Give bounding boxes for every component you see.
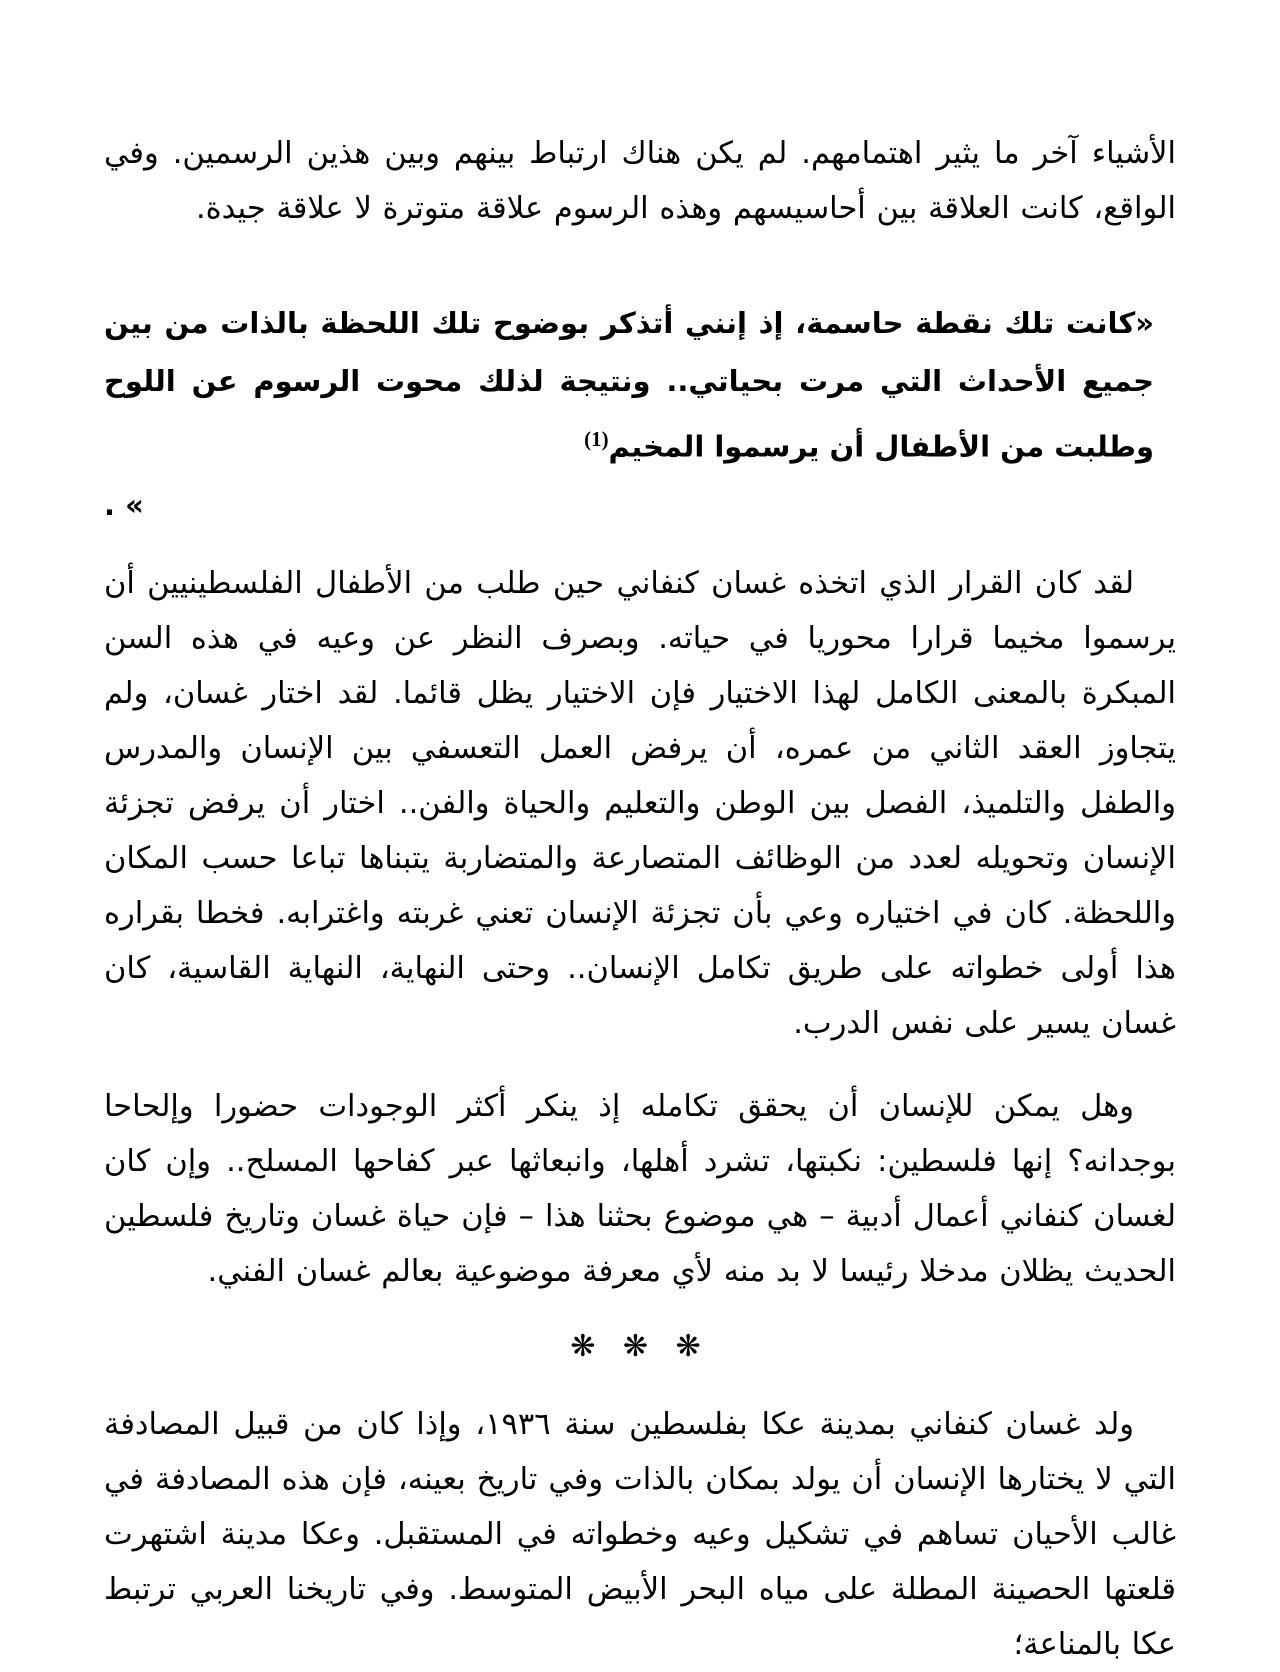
- block-quote: [104, 294, 1176, 534]
- paragraph-two: لقد كان القرار الذي اتخذه غسان كنفاني حين طلب من الأطفال الفلسطينيين أن يرسموا مخيما قرارا محوريا في حياته. وبصرف النظر عن وعيه في هذه السن المبكرة بالمعنى الكامل لهذا الاختيار فإن الاختيار يظل قائما. لقد اختار غسان، ولم يتجاوز العقد الثاني من عمره، أن يرفض العمل التعسفي بين الإنسان والمدرس والطفل والتلميذ، الفصل بين الوطن والتعليم والحياة والفن.. اختار أن يرفض تجزئة الإنسان وتحويله لعدد من الوظائف المتصارعة والمتضاربة يتبناها تباعا حسب المكان واللحظة. كان في اختياره وعي بأن تجزئة الإنسان تعني غربته واغترابه. فخطا بقراره هذا أولى خطواته على طريق تكامل الإنسان.. وحتى النهاية، النهاية القاسية، كان غسان يسير على نفس الدرب.: [104, 565, 1176, 1041]
- section-divider-asterisks: ❋ ❋ ❋: [570, 1328, 710, 1364]
- paragraph-top: الأشياء آخر ما يثير اهتمامهم. لم يكن هناك ارتباط بينهم وبين هذين الرسمين. وفي الواقع، كانت العلاقة بين أحاسيسهم وهذه الرسوم علاقة متوترة لا علاقة جيدة.: [104, 136, 1176, 226]
- spacer-after-paragraph-two: [104, 1057, 1176, 1079]
- paragraph-four: ولد غسان كنفاني بمدينة عكا بفلسطين سنة ١٩٣٦، وإذا كان من قبيل المصادفة التي لا يختارها الإنسان أن يولد بمكان بالذات وفي تاريخ بعينه، فإن هذه المصادفة في غالب الأحيان تساهم في تشكيل وعيه وخطواته في المستقبل. وعكا مدينة اشتهرت قلعتها الحصينة المطلة على مياه البحر الأبيض المتوسط. وفي تاريخنا العربي ترتبط عكا بالمناعة؛: [104, 1406, 1176, 1662]
- page-content: [104, 126, 1176, 1672]
- spacer-after-top-paragraph: [104, 242, 1176, 268]
- paragraph-three: وهل يمكن للإنسان أن يحقق تكامله إذ ينكر أكثر الوجودات حضورا وإلحاحا بوجدانه؟ إنها فلسطين: نكبتها، تشرد أهلها، وانبعاثها عبر كفاحها المسلح.. وإن كان لغسان كنفاني أعمال أدبية – هي موضوع بحثنا هذا – فإن حياة غسان وتاريخ فلسطين الحديث يظلان مدخلا رئيسا لا بد منه لأي معرفة موضوعية بعالم غسان الفني.: [104, 1088, 1176, 1289]
- quote-text: «كانت تلك نقطة حاسمة، إذ إنني أتذكر بوضوح تلك اللحظة بالذات من بين جميع الأحداث التي مرت بحياتي.. ونتيجة لذلك محوت الرسوم عن اللوح وطلبت من الأطفال أن يرسموا المخيم: [104, 306, 1154, 464]
- quote-closing: » .: [104, 487, 144, 522]
- footnote-reference: (1): [584, 427, 609, 451]
